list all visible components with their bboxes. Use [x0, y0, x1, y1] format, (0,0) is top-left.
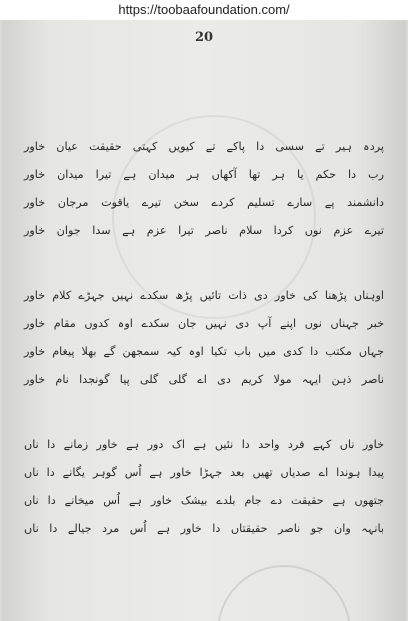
verse-line: اوہناں پڑھنا کی خاور دی ذات تائیں پڑھ سکدے نہیں جہڑے کلام خاور	[24, 289, 384, 302]
watermark-seal-partial	[217, 565, 351, 621]
verse-line: دانشمند پے سارے تسلیم کردے سخن تیرے یاقوت مرجان خاور	[24, 196, 384, 209]
verse-line: پیدا ہوندا اے صدیاں تھیں بعد جہڑا خاور ہے اُس گوہر یگانے دا ناں	[24, 466, 384, 479]
verse-line: رب دا حکم یا ہر تھا آکھاں ہر میدان ہے تیرا میدان خاور	[24, 168, 384, 181]
source-url: https://toobaafoundation.com/	[0, 0, 408, 20]
verse-line: خبر جہناں نوں اپنے آپ دی نہیں جان سکدے اوہ کدوں مقام خاور	[24, 317, 384, 330]
verse-line: بانہہ وان جو ناصر حقیقتاں دا خاور ہے اُس مرد جیالے دا ناں	[24, 522, 384, 535]
verse-line: خاور ناں کہے فرد واحد دا نئیں ہے اک دور ہے خاور زمانے دا ناں	[24, 438, 384, 451]
verse-line: جتھوں ہے حقیقت دے جام بلدے بیشک خاور ہے اُس میخانے دا ناں	[24, 494, 384, 507]
verse-line: ناصر ذہن ایہہ مولا کریم دی اے گلی گلی پیا گونجدا نام خاور	[24, 373, 384, 386]
page-number: 20	[194, 30, 214, 45]
verse-line: تیرے عزم نوں کردا سلام ناصر تیرا عزم ہے سدا جوان خاور	[24, 224, 384, 237]
verse-line: جہاں مکتب دا کدی میں باب تکیا اوہ کیہ سمجھن گے بھلا پیغام خاور	[24, 345, 384, 358]
verse-line: پردہ ہیر تے سسی دا پاکے تے کیویں کہتی حقیقت عیان خاور	[24, 140, 384, 153]
book-page	[2, 20, 406, 621]
